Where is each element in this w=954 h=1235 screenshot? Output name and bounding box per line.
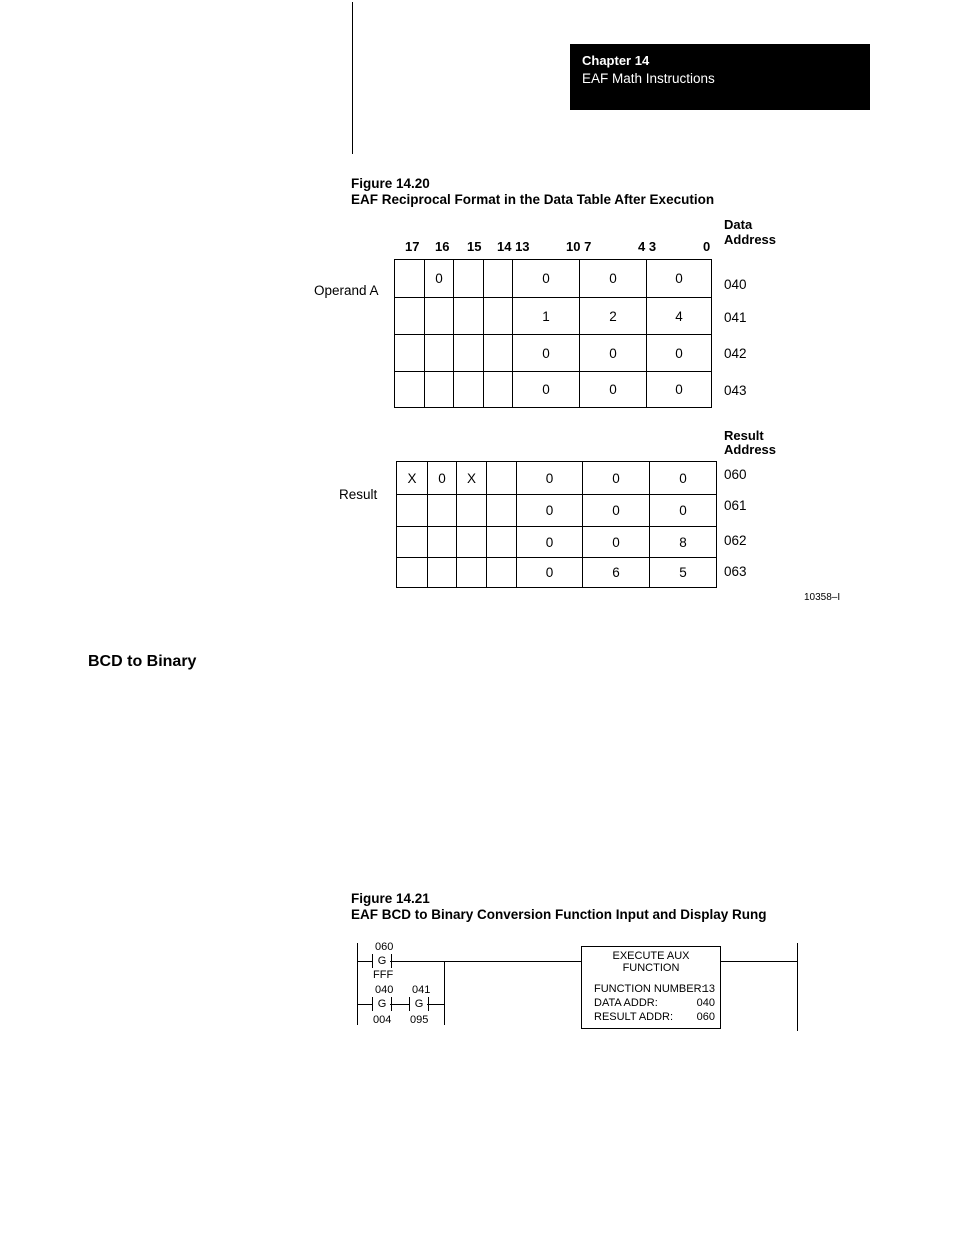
figure-20-number: Figure 14.20 [351, 176, 430, 191]
data-address-header: Address [724, 232, 777, 247]
result-address: 060 [724, 467, 747, 482]
bit-header: 0 [703, 239, 711, 254]
contact-bit: FFF [373, 969, 394, 981]
table-cell: 0 [517, 527, 583, 558]
table-cell [487, 527, 517, 558]
rung-wire [357, 961, 372, 962]
table-cell [395, 298, 425, 335]
table-cell: 0 [428, 462, 457, 495]
table-cell [454, 335, 484, 372]
branch-rail [444, 961, 445, 1025]
contact-1: G [372, 954, 392, 968]
table-cell: 0 [650, 495, 717, 527]
table-cell [397, 527, 428, 558]
table-cell: 0 [647, 372, 712, 408]
table-cell: 4 [647, 298, 712, 335]
data-addr-value: 040 [696, 997, 715, 1009]
table-cell [428, 495, 457, 527]
table-cell [425, 372, 454, 408]
rung-wire [390, 1004, 409, 1005]
data-address: 042 [724, 346, 747, 361]
result-address-header: Result [724, 428, 764, 443]
bit-header: 4 3 [638, 239, 657, 254]
table-cell [454, 298, 484, 335]
table-cell [395, 260, 425, 298]
rung-wire [390, 961, 581, 962]
contact-3: G [409, 997, 429, 1011]
contact-2: G [372, 997, 392, 1011]
data-address: 041 [724, 310, 747, 325]
margin-rule [352, 2, 353, 154]
table-cell: 1 [513, 298, 580, 335]
table-cell [487, 462, 517, 495]
table-cell: 0 [580, 260, 647, 298]
result-table [396, 461, 717, 588]
contact-address: 040 [375, 984, 394, 996]
table-cell [457, 527, 487, 558]
table-row [395, 298, 712, 335]
table-cell: X [457, 462, 487, 495]
table-row [395, 260, 712, 298]
data-addr-label: DATA ADDR: [594, 997, 658, 1009]
figure-21-number: Figure 14.21 [351, 891, 430, 906]
table-cell: 0 [513, 260, 580, 298]
bit-header: 14 13 [497, 239, 530, 254]
figure-ref-code: 10358–I [804, 592, 841, 603]
table-cell [457, 495, 487, 527]
table-cell [484, 335, 513, 372]
contact-address: 060 [375, 941, 394, 953]
table-cell [484, 298, 513, 335]
table-cell [454, 260, 484, 298]
table-cell: 0 [513, 335, 580, 372]
result-address: 061 [724, 498, 747, 513]
table-cell: 2 [580, 298, 647, 335]
block-title: EXECUTE AUX [612, 950, 690, 962]
result-address: 062 [724, 533, 747, 548]
table-cell [395, 335, 425, 372]
result-label: Result [339, 487, 378, 502]
chapter-header [570, 44, 870, 110]
figure-21-caption: EAF BCD to Binary Conversion Function Input and Display Rung [351, 907, 767, 922]
table-cell: 0 [517, 462, 583, 495]
contact-bit: 004 [373, 1014, 392, 1026]
table-cell [428, 527, 457, 558]
table-cell: 6 [583, 558, 650, 588]
table-cell: 0 [517, 495, 583, 527]
contact-address: 041 [412, 984, 431, 996]
result-address-header: Address [724, 442, 777, 457]
table-cell: 0 [583, 462, 650, 495]
table-row [397, 462, 717, 495]
bit-header: 10 7 [566, 239, 592, 254]
function-number-value: 13 [702, 983, 715, 995]
table-cell [484, 372, 513, 408]
table-cell: 0 [647, 260, 712, 298]
rung-wire [720, 961, 798, 962]
table-cell: 8 [650, 527, 717, 558]
table-cell [484, 260, 513, 298]
data-address: 043 [724, 383, 747, 398]
table-row [397, 527, 717, 558]
chapter-title: EAF Math Instructions [582, 71, 715, 86]
table-cell [395, 372, 425, 408]
operand-label: Operand A [314, 283, 379, 298]
table-cell: 5 [650, 558, 717, 588]
bit-header: 15 [467, 239, 482, 254]
table-cell [397, 495, 428, 527]
left-power-rail [357, 943, 358, 1025]
data-address-header: Data [724, 217, 753, 232]
result-addr-value: 060 [696, 1011, 715, 1023]
data-address: 040 [724, 277, 747, 292]
table-row [395, 372, 712, 408]
table-cell [397, 558, 428, 588]
table-cell: 0 [583, 495, 650, 527]
table-cell [457, 558, 487, 588]
table-row [397, 558, 717, 588]
table-cell: 0 [513, 372, 580, 408]
chapter-number: Chapter 14 [582, 53, 650, 68]
result-addr-label: RESULT ADDR: [594, 1011, 674, 1023]
figure-20-caption: EAF Reciprocal Format in the Data Table After Execution [351, 192, 715, 207]
table-cell: 0 [647, 335, 712, 372]
rung-wire [427, 1004, 445, 1005]
bit-header: 17 [405, 239, 420, 254]
table-cell: 0 [425, 260, 454, 298]
table-cell: 0 [517, 558, 583, 588]
function-number-label: FUNCTION NUMBER: [594, 983, 705, 995]
table-cell [425, 335, 454, 372]
execute-aux-function-block [581, 946, 721, 1029]
table-cell [425, 298, 454, 335]
section-heading: BCD to Binary [88, 653, 197, 670]
table-cell [487, 558, 517, 588]
table-cell: 0 [650, 462, 717, 495]
table-row [395, 335, 712, 372]
bit-header: 16 [435, 239, 450, 254]
table-cell: 0 [580, 372, 647, 408]
block-title: FUNCTION [622, 962, 680, 974]
table-cell [454, 372, 484, 408]
table-cell: 0 [580, 335, 647, 372]
operand-table [394, 259, 712, 408]
contact-bit: 095 [410, 1014, 429, 1026]
table-row [397, 495, 717, 527]
rung-wire [357, 1004, 372, 1005]
table-cell [428, 558, 457, 588]
result-address: 063 [724, 564, 747, 579]
right-power-rail [797, 943, 798, 1031]
table-cell: 0 [583, 527, 650, 558]
table-cell: X [397, 462, 428, 495]
table-cell [487, 495, 517, 527]
